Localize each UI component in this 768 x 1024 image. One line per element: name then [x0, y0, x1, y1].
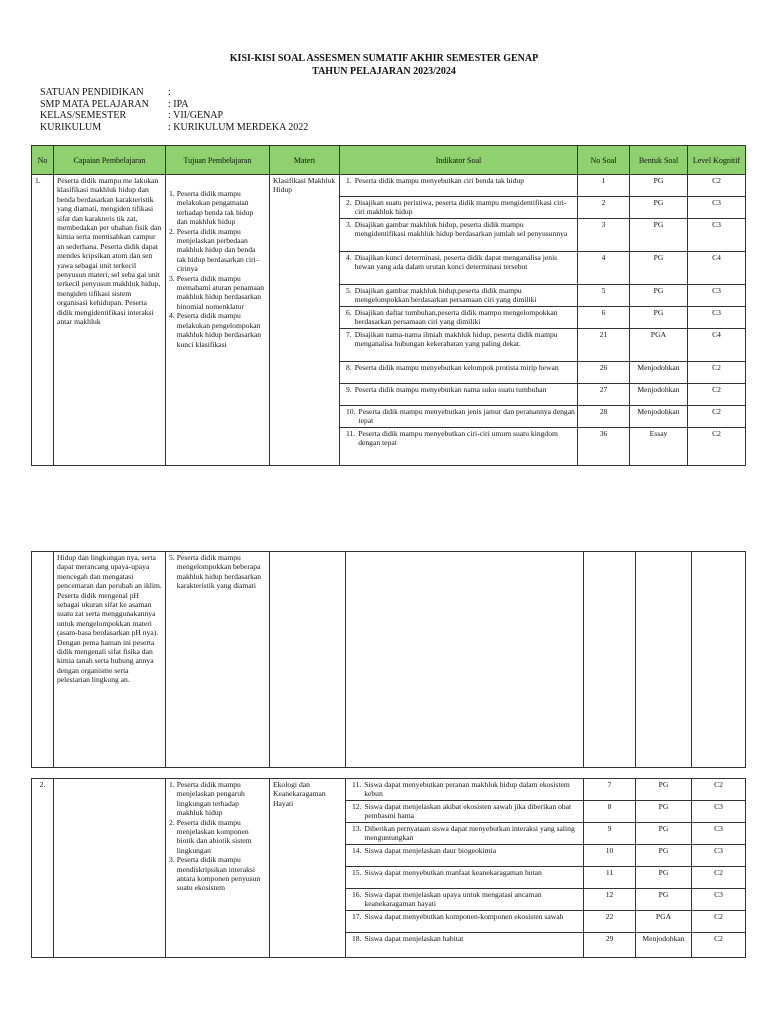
indikator-text: Peserta didik mampu menyebutkan nama suku suatu tumbuhan — [354, 384, 547, 394]
indikator-soal — [340, 197, 578, 219]
level-kognitif: C2 — [688, 427, 746, 465]
indikator-text: Diberikan pernyataan siswa dapat menyebutkan interaksi yang saling menguntungkan — [364, 824, 575, 843]
level-kognitif: C2 — [688, 361, 746, 383]
indikator-text: Disajikan suatu peristiwa, peserta didik mampu mengidentifikasi ciri-ciri makhluk hidup — [354, 198, 567, 217]
document-subtitle: TAHUN PELAJARAN 2023/2024 — [312, 66, 456, 77]
indikator-soal — [340, 328, 578, 361]
kisi-kisi-table-continuation — [31, 551, 746, 768]
indikator-number: 10. — [346, 406, 356, 416]
bentuk-soal: PG — [630, 175, 688, 197]
bentuk-soal: PG — [636, 889, 692, 911]
indikator-number: 8. — [346, 362, 352, 372]
list-text: Peserta didik mampu menjelaskan pengaruh lingkungan terhadap makhluk hidup — [176, 780, 245, 818]
level-kognitif: C2 — [692, 779, 746, 801]
level-kognitif: C2 — [692, 933, 746, 958]
meta-value: : — [168, 87, 171, 98]
indikator-number: 11. — [352, 780, 362, 789]
list-text: Peserta didik mampu menjelaskan komponen biotik dan abiotik sistem lingkungan — [176, 817, 252, 855]
list-item — [169, 780, 266, 818]
indikator-text: Peserta didik mampu menyebutkan jenis jamur dan peranannya dengan tepat — [358, 406, 575, 426]
document-title: KISI-KISI SOAL ASSESMEN SUMATIF AKHIR SEMESTER GENAP — [229, 53, 539, 64]
bentuk-soal: PGA — [636, 911, 692, 933]
indikator-number: 9. — [346, 384, 352, 394]
no-soal: 7 — [584, 779, 636, 801]
list-item — [169, 189, 266, 227]
bentuk-soal: PG — [636, 867, 692, 889]
indikator-text: Siswa dapat menjelaskan upaya untuk mengatasi ancaman keanekaragaman hayati — [364, 890, 542, 909]
materi: Ekologi dan Keanekaragaman Hayati — [270, 779, 346, 958]
header-level-kognitif: Level Kognitif — [688, 146, 746, 175]
indikator-text: Disajikan kunci determinasi, peserta didik dapat menganalisa jenis hewan yang ada dalam urutan kunci determinasi tersebut — [354, 252, 558, 272]
indikator-number: 6. — [346, 307, 352, 317]
bentuk-soal: Menjodohkan — [636, 933, 692, 958]
indikator-soal — [340, 218, 578, 251]
list-number: 1. — [169, 780, 175, 789]
tujuan-pembelajaran — [166, 779, 270, 958]
meta-row — [40, 99, 308, 111]
header-indikator: Indikator Soal — [340, 146, 578, 175]
no-soal: 28 — [578, 405, 630, 427]
level-kognitif: C3 — [692, 801, 746, 823]
no-soal: 36 — [578, 427, 630, 465]
no-soal: 29 — [584, 933, 636, 958]
indikator-soal — [346, 823, 584, 845]
no-soal: 1 — [578, 175, 630, 197]
tujuan-pembelajaran — [166, 552, 270, 768]
indikator-text: Peserta didik mampu menyebutkan ciri benda tak hidup — [354, 176, 525, 185]
header-no: No — [32, 146, 54, 175]
indikator-number: 4. — [346, 252, 352, 262]
list-item — [169, 855, 266, 893]
no-soal: 11 — [584, 867, 636, 889]
indikator-number: 11. — [346, 428, 356, 438]
level-kognitif: C3 — [692, 823, 746, 845]
level-kognitif: C4 — [688, 251, 746, 284]
no-soal: 9 — [584, 823, 636, 845]
level-kognitif: C3 — [692, 889, 746, 911]
bentuk-soal: PG — [630, 251, 688, 284]
bentuk-soal: PG — [636, 823, 692, 845]
indikator-number: 14. — [352, 846, 362, 855]
list-text: Peserta didik mampu mendiskripsikan interaksi antara komponen penyusun suatu ekosistem — [176, 855, 261, 893]
indikator-soal — [346, 889, 584, 911]
indikator-text: Disajikan gambar makhluk hidup, peserta didik mampu mengidentifikasi makhluk hidup berdasarkan jumlah sel penyusunnya — [354, 219, 568, 239]
indikator-text: Siswa dapat menyebutkan komponen-komponen ekosisten sawah — [364, 912, 564, 921]
header-bentuk-soal: Bentuk Soal — [630, 146, 688, 175]
indikator-text: Disajikan daftar tumbuhan,peserta didik mampu mengelompokkan berdasarkan persamaan ciri yang dimiliki — [354, 307, 558, 327]
bentuk-soal: PG — [630, 218, 688, 251]
indikator-number: 15. — [352, 868, 362, 877]
header-tujuan: Tujuan Pembelajaran — [166, 146, 270, 175]
list-text: Peserta didik mampu memahami aturan penamaan makhluk hidup berdasarkan binomial nomenklatur — [176, 273, 264, 311]
no-soal: 10 — [584, 845, 636, 867]
header-materi: Materi — [270, 146, 340, 175]
indikator-text: Siswa dapat menyebutkan manfaat keanekaragaman hutan — [364, 868, 542, 877]
level-kognitif: C2 — [692, 867, 746, 889]
tujuan-pembelajaran — [166, 175, 270, 466]
indikator-soal — [340, 284, 578, 306]
row-number — [32, 552, 54, 768]
indikator-number: 18. — [352, 934, 362, 943]
indikator-number: 5. — [346, 285, 352, 295]
no-soal: 5 — [578, 284, 630, 306]
bentuk-soal: Menjodohkan — [630, 383, 688, 405]
no-soal — [584, 552, 636, 768]
list-text: Peserta didik mampu menjelaskan perbedaan makhluk hidup dan benda tak hidup berdasarkan ciri–cirinya — [176, 226, 260, 274]
indikator-soal — [340, 361, 578, 383]
kisi-kisi-table-section2 — [31, 778, 746, 958]
meta-row — [40, 87, 308, 99]
indikator-soal — [346, 552, 584, 768]
no-soal: 22 — [584, 911, 636, 933]
bentuk-soal: PG — [636, 845, 692, 867]
list-number: 2. — [169, 817, 175, 827]
level-kognitif: C4 — [688, 328, 746, 361]
indikator-soal — [346, 779, 584, 801]
table-row — [32, 779, 746, 801]
level-kognitif: C3 — [688, 284, 746, 306]
meta-value: : KURIKULUM MERDEKA 2022 — [168, 121, 309, 133]
list-item — [169, 818, 266, 856]
list-number: 1. — [169, 189, 175, 198]
meta-key: SATUAN PENDIDIKAN — [40, 87, 144, 98]
bentuk-soal: Essay — [630, 427, 688, 465]
kisi-kisi-table-section1 — [31, 145, 746, 466]
capaian-pembelajaran — [54, 779, 166, 958]
list-item — [169, 553, 266, 591]
meta-value: : IPA — [168, 98, 189, 110]
no-soal: 26 — [578, 361, 630, 383]
indikator-number: 1. — [346, 176, 352, 185]
no-soal: 6 — [578, 306, 630, 328]
indikator-number: 7. — [346, 329, 352, 339]
header-no-soal: No Soal — [578, 146, 630, 175]
level-kognitif: C3 — [688, 197, 746, 219]
list-text: Peserta didik mampu melakukan pengamatan terhadap benda tak hidup dan makhluk hidup — [176, 189, 254, 227]
indikator-number: 13. — [352, 824, 362, 833]
list-text: Peserta didik mampu mengelompokkan beberapa makhluk hidup berdasarkan karakteristik yang diamati — [176, 553, 262, 591]
indikator-text: Siswa dapat menyebutkan peranan makhluk hidup dalam ekosistem kebun — [364, 780, 570, 799]
table-row — [32, 552, 746, 768]
indikator-soal — [346, 911, 584, 933]
level-kognitif: C2 — [688, 383, 746, 405]
level-kognitif: C2 — [688, 175, 746, 197]
document-meta — [40, 87, 308, 133]
indikator-text: Disajikan gambar makhluk hidup,peserta didik mampu mengelompokkan berdasarkan persamaan ciri yang dimiliki — [354, 285, 537, 305]
bentuk-soal: PGA — [630, 328, 688, 361]
indikator-number: 16. — [352, 890, 362, 899]
bentuk-soal: PG — [636, 779, 692, 801]
no-soal: 8 — [584, 801, 636, 823]
level-kognitif: C3 — [692, 845, 746, 867]
row-number: 2. — [32, 779, 54, 958]
indikator-soal — [340, 251, 578, 284]
level-kognitif: C2 — [688, 405, 746, 427]
meta-key: KURIKULUM — [40, 121, 102, 133]
list-number: 2. — [169, 226, 175, 236]
meta-row — [40, 110, 308, 122]
indikator-text: Siswa dapat menjelaskan akibat ekosisten sawah jika diberikan obat pembasmi hama — [364, 802, 572, 821]
bentuk-soal: PG — [630, 306, 688, 328]
indikator-text: Disajikan nama-nama ilmiah makhluk hidup, peserta didik mampu menganalisa hubungan kekerabatan yang paling dekat. — [354, 329, 558, 349]
bentuk-soal: PG — [630, 284, 688, 306]
indikator-number: 2. — [346, 198, 352, 207]
list-number: 3. — [169, 855, 175, 865]
row-number: 1. — [32, 175, 54, 466]
indikator-text: Siswa dapat menjelaskan habitat — [364, 934, 464, 943]
bentuk-soal: Menjodohkan — [630, 361, 688, 383]
list-number: 3. — [169, 273, 175, 283]
meta-key: KELAS/SEMESTER — [40, 110, 127, 121]
indikator-soal — [340, 306, 578, 328]
indikator-number: 12. — [352, 802, 362, 811]
list-number: 5. — [169, 553, 175, 562]
capaian-pembelajaran: Hidup dan lingkungan nya, serta dapat merancang upaya-upaya mencegah dan mengatasi pencemaran dan perubah an iklim. Peserta didik mengenal pH sebagai ukuran sifat ke asaman suatu zat serta menggunakannya untuk mengelompokkan materi (asam-basa berdasarkan pH nya). Dengan pema haman ini peserta didik mengenali sifat fisika dan kimia tanah serta hubung annya dengan organisme serta pelestarian lingkung an. — [54, 552, 166, 768]
indikator-soal — [340, 405, 578, 427]
no-soal: 21 — [578, 328, 630, 361]
indikator-soal — [346, 933, 584, 958]
bentuk-soal: PG — [630, 197, 688, 219]
no-soal: 4 — [578, 251, 630, 284]
capaian-pembelajaran: Peserta didik mampu me lakukan klasifikasi makhluk hidup dan benda berdasarkan karakteristik yang diamati, mengiden tifikasi sifat dan karakteris tik zat, membedakan per ubahan fisik dan kimia serta memisahkan campur an sederhana. Peserta didik dapat mendes kripsikan atom dan sen yawa sebagai unit terkecil penyusun materi, sel seba gai unit terkecil penyusun makhluk hidup, mengiden tifikasi sistem organisasi kehidupan. Peserta didik mengidentifikasi interaksi antar makhluk — [54, 175, 166, 466]
list-item — [169, 311, 266, 349]
table-row — [32, 175, 746, 197]
indikator-soal — [346, 801, 584, 823]
list-number: 4. — [169, 311, 175, 321]
materi: Klasifikasi Makhluk Hidup — [270, 175, 340, 466]
header-capaian: Capaian Pembelajaran — [54, 146, 166, 175]
level-kognitif: C3 — [688, 306, 746, 328]
indikator-soal — [340, 175, 578, 197]
list-item — [169, 227, 266, 274]
list-item — [169, 274, 266, 312]
indikator-soal — [340, 383, 578, 405]
materi — [270, 552, 346, 768]
level-kognitif — [692, 552, 746, 768]
bentuk-soal: PG — [636, 801, 692, 823]
bentuk-soal: Menjodohkan — [630, 405, 688, 427]
indikator-soal — [346, 867, 584, 889]
meta-row — [40, 122, 308, 134]
no-soal: 12 — [584, 889, 636, 911]
no-soal: 2 — [578, 197, 630, 219]
table-header-row — [32, 146, 746, 175]
indikator-soal — [346, 845, 584, 867]
indikator-text: Peserta didik mampu menyebutkan kelompok protista mirip hewan — [354, 362, 559, 372]
indikator-text: Peserta didik mampu menyebutkan ciri-ciri umum suatu kingdom dengan tepat — [358, 428, 558, 448]
meta-key: SMP MATA PELAJARAN — [40, 98, 149, 110]
indikator-text: Siswa dapat menjelaskan daur biogeokimia — [364, 846, 497, 855]
indikator-number: 17. — [352, 912, 362, 921]
indikator-soal — [340, 427, 578, 465]
no-soal: 3 — [578, 218, 630, 251]
list-text: Peserta didik mampu melakukan pengelompokan makhluk hidup berdasarkan kunci klasifikasi — [176, 311, 262, 349]
indikator-number: 3. — [346, 219, 352, 229]
level-kognitif: C3 — [688, 218, 746, 251]
bentuk-soal — [636, 552, 692, 768]
level-kognitif: C2 — [692, 911, 746, 933]
no-soal: 27 — [578, 383, 630, 405]
meta-value: : VII/GENAP — [168, 110, 224, 121]
